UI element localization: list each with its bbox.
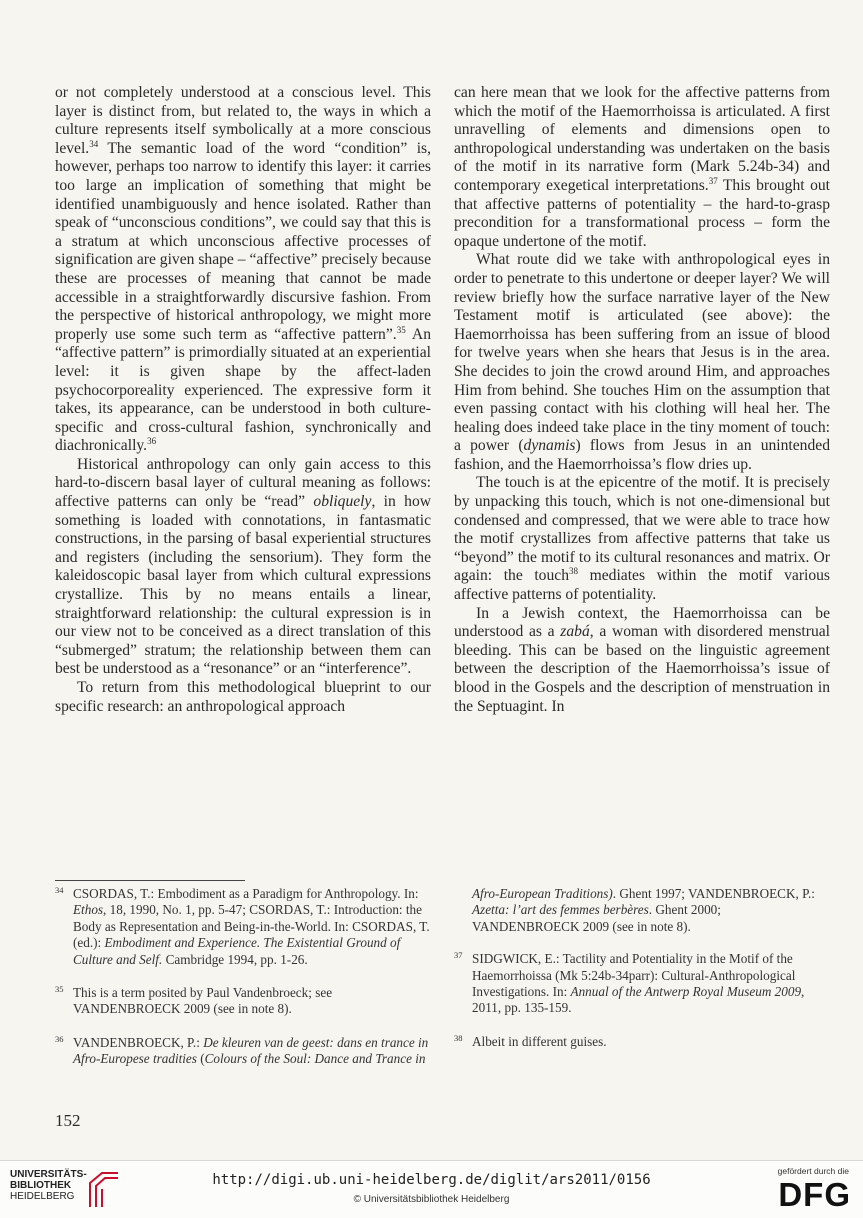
footnote-ref[interactable]: 35 — [396, 324, 406, 335]
footnote-ref[interactable]: 36 — [147, 436, 157, 447]
paragraph: Historical anthropology can only gain access to this hard-to-discern basal layer of cultural meaning as follows: affective patterns can only be “read” obliquely, in how something is loaded with connotations, in fantasmatic constructions, in the parsing of basal experiential structures and registers (including the sensorium). They form the kaleidoscopic basal layer from which cultural expressions crystallize. This by no means entails a linear, straightforward relationship: the cultural expression is in our view not to be conceived as a direct translation of this “submerged” stratum; the relationship between them can best be understood as a “resonance” or an “interference”. — [55, 455, 431, 678]
permalink-url[interactable]: http://digi.ub.uni-heidelberg.de/diglit/ars2011/0156 — [212, 1172, 651, 1188]
viewer-footer — [0, 1160, 863, 1218]
footnote-divider — [55, 880, 245, 881]
page-number: 152 — [55, 1111, 81, 1130]
footnote-34: 34 CSORDAS, T.: Embodiment as a Paradigm for Anthropology. In: Ethos, 18, 1990, No. 1, pp. 5-47; CSORDAS, T.: Introduction: the Body as Representation and Being-in-the-World. In: CSORDAS, T. (ed.): Embodiment and Experience. The Existential Ground of Culture and Self. Cambridge 1994, pp. 1-26. — [55, 885, 430, 967]
paragraph: In a Jewish context, the Haemorrhoissa can be understood as a zabá, a woman with disordered menstrual bleeding. This can be based on the linguistic agreement between the description of the Haemorrhoissa’s issue of blood in the Gospels and the description of menstruation in the Septuagint. In — [454, 604, 830, 715]
footnote-ref[interactable]: 37 — [708, 175, 718, 186]
footnote-36: 36 VANDENBROECK, P.: De kleuren van de geest: dans en trance in Afro-Europese tradities (Colours of the Soul: Dance and Trance in — [55, 1033, 429, 1067]
paragraph: What route did we take with anthropological eyes in order to penetrate to this undertone or deeper layer? We will review briefly how the surface narrative layer of the New Testament motif is articulated (see above): the Haemorrhoissa has been suffering from an issue of blood for twelve years when she hears that Jesus is in the area. She decides to join the crowd around Him, and approaches Him from behind. She touches Him on the assumption that even passing contact with his clothing will heal her. The healing does indeed take place in the tiny moment of touch: a power (dynamis) flows from Jesus in an unintended fashion, and the Haemorrhoissa’s flow dries up. — [454, 251, 830, 473]
paragraph: To return from this methodological blueprint to our specific research: an anthropological approach — [55, 679, 431, 715]
left-text-column — [55, 84, 431, 716]
copyright-notice: © Universitätsbibliothek Heidelberg — [353, 1194, 510, 1205]
paragraph: can here mean that we look for the affective patterns from which the motif of the Haemorrhoissa is articulated. A first unravelling of elements and dimensions open to anthropological understanding was undertaken on the basis of the motif in its narrative form (Mark 5.24b-34) and contemporary exegetical interpretations.$^{37}$ This brought out that affective patterns of potentiality – the hard-to-grasp precondition for a transformational process – form the opaque undertone of the motif. — [454, 84, 830, 250]
footnote-ref[interactable]: 34 — [89, 138, 99, 149]
paragraph: The touch is at the epicentre of the motif. It is precisely by unpacking this touch, which is not one-dimensional but condensed and compressed, that we were able to trace how the motif crystallizes from affective patterns that take us “beyond” the motif to its cultural resonances and matrix. Or again: the touch$^{38}$ mediates within the motif various affective patterns of potentiality. — [454, 474, 831, 604]
footnotes-right — [454, 886, 830, 1067]
right-text-column — [454, 84, 830, 716]
footnote-35: 35 This is a term posited by Paul Vandenbroeck; see VANDENBROECK 2009 (see in note 8). — [55, 984, 333, 1017]
footnotes-left — [55, 886, 431, 1085]
paragraph: or not completely understood at a conscious level. This layer is distinct from, but related to, the ways in which a culture represents itself symbolically at a more conscious level.$^{34}$ The semantic load of the word “condition” is, however, perhaps too narrow to identify this layer: it carries too large an implication of something that might be identified unambiguously and hence isolated. Rather than speak of “unconscious conditions”, we could say that this is a stratum at which unconscious affective processes of signification are given shape – “affective” precisely because these are processes of meaning that cannot be made accessible in a straightforwardly discursive fashion. From the perspective of historical anthropology, we might more properly use some such term as “affective pattern”.$^{35}$ An “affective pattern” is primordially situated at an experiential level: it is given shape by the affect-laden psychocorporeality experienced. The expressive form it takes, its appearance, can be understood in both culture-specific and cross-cultural fashion, synchronically and diachronically.$^{36}$ — [55, 84, 431, 455]
library-name: UNIVERSITÄTS- BIBLIOTHEK HEIDELBERG — [10, 1169, 87, 1202]
dfg-logo: DFG — [778, 1176, 851, 1213]
footnote-38: 38 Albeit in different guises. — [454, 1032, 607, 1049]
funding-label: gefördert durch die — [777, 1166, 849, 1176]
footnote-36-continued: Afro-European Traditions). Ghent 1997; VANDENBROECK, P.: Azetta: l’art des femmes berbères. Ghent 2000; VANDENBROECK 2009 (see in note 8). — [472, 886, 815, 934]
footnote-37: 37 SIDGWICK, E.: Tactility and Potentiality in the Motif of the Haemorrhoissa (Mk 5:24b-34parr): Cultural-Anthropological Investigations. In: Annual of the Antwerp Royal Museum 2009, 2011, pp. 135-159. — [454, 950, 805, 1016]
footnote-ref[interactable]: 38 — [569, 566, 578, 577]
